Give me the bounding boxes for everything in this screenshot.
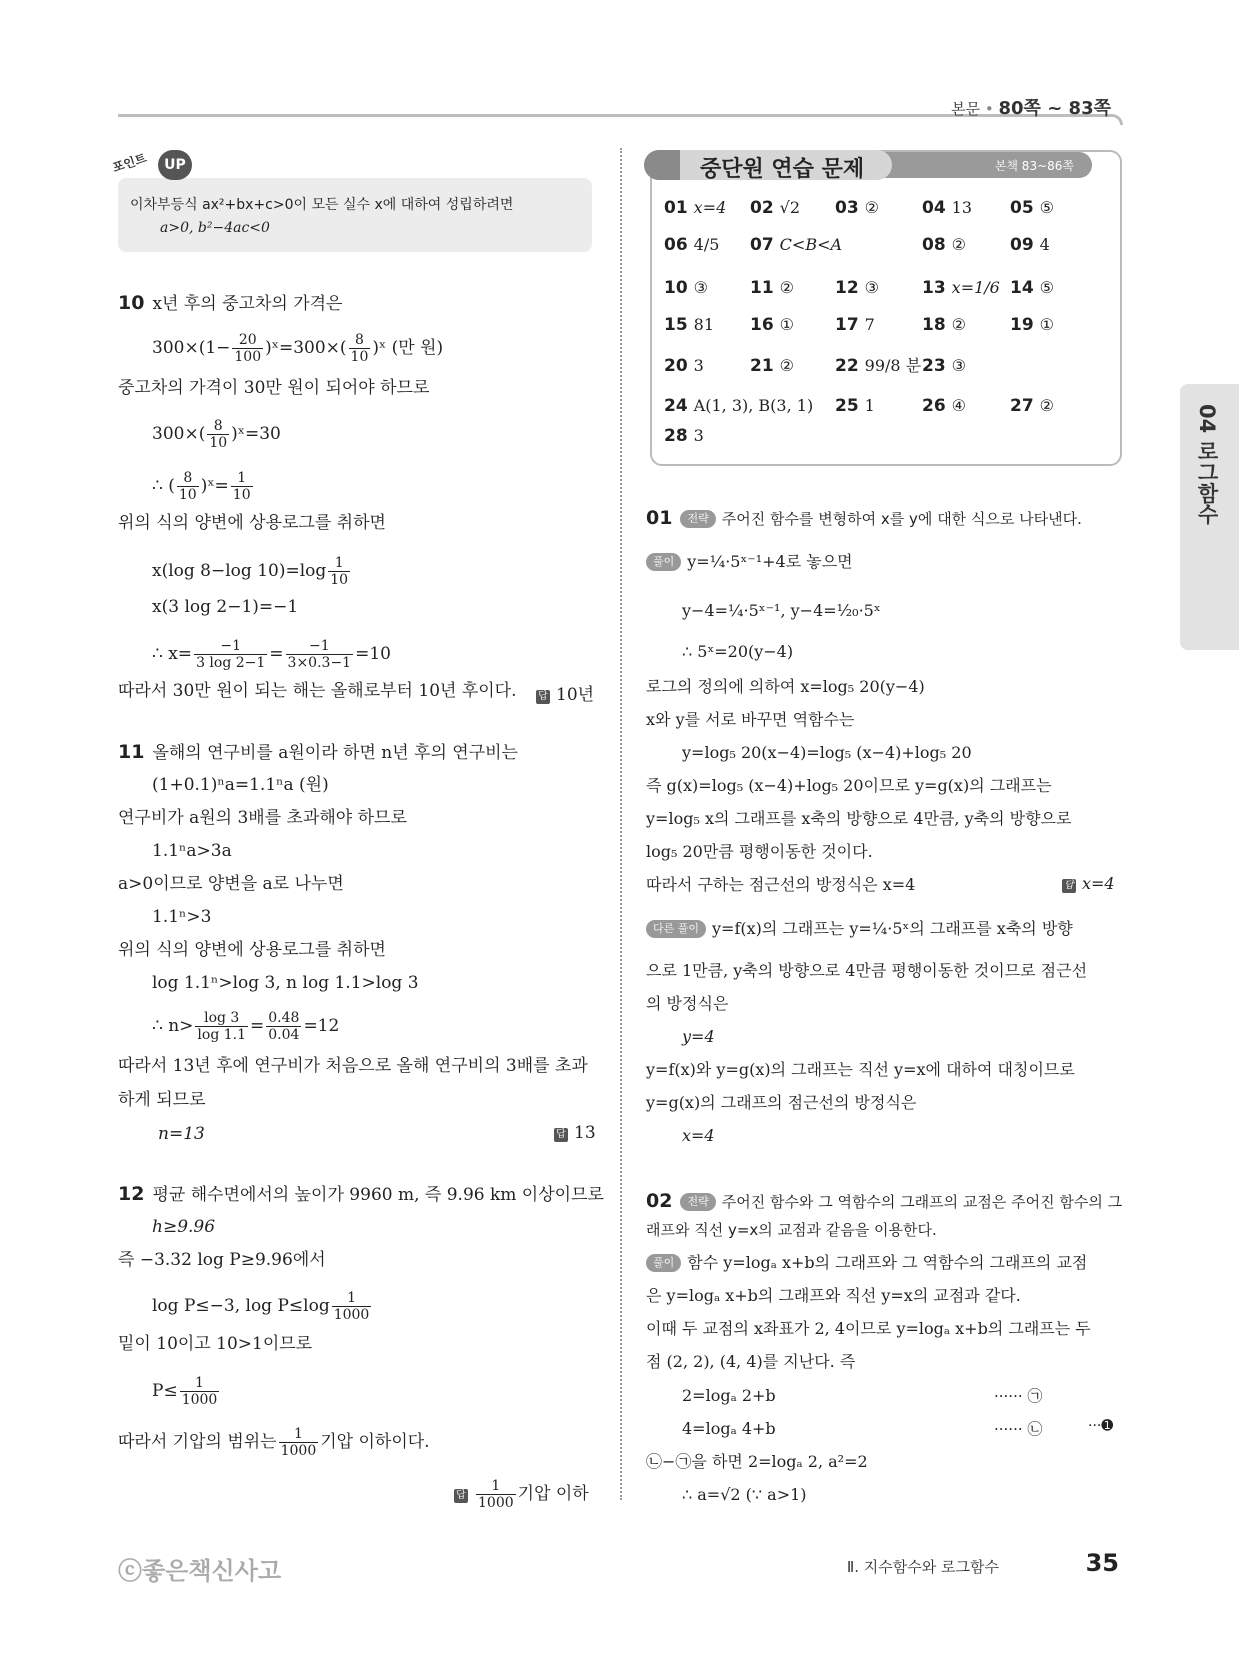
r02-line-6: 4=logₐ 4+b (682, 1419, 776, 1438)
q10-line-9: ∴ x= $\frac{-1}{3 \log 2-1}$ = $\frac{-1}{3\times 0.3-1}$ =10 (152, 638, 391, 671)
ans-27: 27 ② (1010, 396, 1055, 416)
ans-12: 12 ③ (835, 278, 880, 298)
q10-line-5: ∴ ( $\frac{8}{10}$ )ˣ= $\frac{1}{10}$ (152, 470, 251, 503)
point-up-text-2: a>0, b²−4ac<0 (160, 220, 270, 236)
strategy-tag: 전략 (680, 510, 715, 528)
page-number: 35 (1085, 1549, 1119, 1577)
ans-09: 09 4 (1010, 235, 1050, 255)
r01-line-6: y=log₅ 20(x−4)=log₅ (x−4)+log₅ 20 (682, 743, 972, 762)
r01-line-17: x=4 (682, 1126, 715, 1145)
q12-line-2: h≥9.96 (152, 1217, 216, 1237)
q11-line-7: 위의 식의 양변에 상용로그를 취하면 (118, 940, 386, 960)
answer-key-title-bar: 중단원 연습 문제 (644, 150, 892, 180)
q12-line-1: 12 평균 해수면에서의 높이가 9960 m, 즉 9.96 km 이상이므로 (118, 1183, 604, 1205)
r01-line-2: y−4=¼·5ˣ⁻¹, y−4=¹⁄₂₀·5ˣ (682, 601, 881, 620)
r02-step-marker: ···➊ (1088, 1418, 1114, 1434)
ans-02: 02 √2 (750, 198, 801, 218)
ans-11: 11 ② (750, 278, 795, 298)
r01-line-15: y=f(x)와 y=g(x)의 그래프는 직선 y=x에 대하여 대칭이므로 (646, 1060, 1075, 1079)
q11-line-10: 따라서 13년 후에 연구비가 처음으로 올해 연구비의 3배를 초과 (118, 1056, 588, 1076)
r02-line-3: 이때 두 교점의 x좌표가 2, 4이므로 y=logₐ x+b의 그래프는 두 (646, 1319, 1091, 1338)
q12-line-5: 밑이 10이고 10>1이므로 (118, 1334, 313, 1354)
r01-line-4: 로그의 정의에 의하여 x=log₅ 20(y−4) (646, 677, 925, 696)
r02-line-4: 점 (2, 2), (4, 4)를 지난다. 즉 (646, 1352, 856, 1371)
q11-line-12: n=13 (158, 1124, 205, 1144)
r01-line-5: x와 y를 서로 바꾸면 역함수는 (646, 710, 855, 729)
r02-line-2: 은 y=logₐ x+b의 그래프와 직선 y=x의 교점과 같다. (646, 1286, 1021, 1305)
r02-marker-1: ······ ㉠ (994, 1387, 1043, 1405)
ans-16: 16 ① (750, 315, 795, 335)
solution-tag: 풀이 (646, 553, 681, 571)
q11-answer: 답 13 (554, 1123, 596, 1143)
answer-icon: 답 (454, 1489, 468, 1503)
r01-line-9: log₅ 20만큼 평행이동한 것이다. (646, 842, 873, 861)
r02-strategy-2: 래프와 직선 y=x의 교점과 같음을 이용한다. (646, 1221, 937, 1239)
ans-08: 08 ② (922, 235, 967, 255)
answer-icon: 답 (536, 690, 550, 704)
q11-line-11: 하게 되므로 (118, 1090, 206, 1110)
r01-heading: 01 전략 주어진 함수를 변형하여 x를 y에 대한 식으로 나타낸다. (646, 507, 1082, 529)
q11-line-6: 1.1ⁿ>3 (152, 907, 212, 927)
r02-line-1: 풀이 함수 y=logₐ x+b의 그래프와 그 역함수의 그래프의 교점 (646, 1252, 1087, 1274)
q11-line-8: log 1.1ⁿ>log 3, n log 1.1>log 3 (152, 973, 419, 993)
r02-line-7: ㉡−㉠을 하면 2=logₐ 2, a²=2 (646, 1452, 868, 1471)
ans-01: 01 x=4 (664, 198, 727, 218)
ans-10: 10 ③ (664, 278, 709, 298)
q11-line-5: a>0이므로 양변을 a로 나누면 (118, 874, 344, 894)
r02-marker-2: ······ ㉡ (994, 1420, 1043, 1438)
q10-answer: 답 10년 (536, 680, 594, 705)
q11-line-3: 연구비가 a원의 3배를 초과해야 하므로 (118, 808, 407, 828)
r01-line-7: 즉 g(x)=log₅ (x−4)+log₅ 20이므로 y=g(x)의 그래프는 (646, 776, 1052, 795)
r01-line-16: y=g(x)의 그래프의 점근선의 방정식은 (646, 1093, 917, 1112)
r01-line-11: 다른 풀이 y=f(x)의 그래프는 y=¼·5ˣ의 그래프를 x축의 방향 (646, 918, 1073, 940)
page-range-header: 본문 • 80쪽 ~ 83쪽 (951, 98, 1111, 119)
r02-line-8: ∴ a=√2 (∵ a>1) (682, 1485, 807, 1504)
ans-22: 22 99/8 분 (835, 356, 922, 376)
ans-23: 23 ③ (922, 356, 967, 376)
ans-18: 18 ② (922, 315, 967, 335)
q12-line-3: 즉 −3.32 log P≥9.96에서 (118, 1250, 326, 1270)
ans-28: 28 3 (664, 426, 704, 446)
r01-answer: 답 x=4 (1062, 874, 1115, 893)
ans-26: 26 ④ (922, 396, 967, 416)
ans-25: 25 1 (835, 396, 875, 416)
r02-line-5: 2=logₐ 2+b (682, 1386, 776, 1405)
point-up-box (118, 178, 592, 252)
answer-key-ref-bar: 본책 83~86쪽 (866, 152, 1092, 178)
q11-line-2: (1+0.1)ⁿa=1.1ⁿa (원) (152, 775, 329, 795)
q10-line-1: 10 x년 후의 중고차의 가격은 (118, 292, 343, 314)
point-up-badge: 포인트 UP (112, 148, 192, 180)
r01-line-12: 으로 1만큼, y축의 방향으로 4만큼 평행이동한 것이므로 점근선 (646, 961, 1088, 980)
q10-line-6: 위의 식의 양변에 상용로그를 취하면 (118, 513, 386, 533)
q11-line-1: 11 올해의 연구비를 a원이라 하면 n년 후의 연구비는 (118, 741, 518, 763)
q10-line-8: x(3 log 2−1)=−1 (152, 597, 299, 617)
q10-line-10: 따라서 30만 원이 되는 해는 올해로부터 10년 후이다. (118, 681, 517, 701)
r01-line-8: y=log₅ x의 그래프를 x축의 방향으로 4만큼, y축의 방향으로 (646, 809, 1072, 828)
r01-line-1: 풀이 y=¼·5ˣ⁻¹+4로 놓으면 (646, 551, 853, 573)
ans-05: 05 ⑤ (1010, 198, 1055, 218)
q12-line-6: P≤ $\frac{1}{1000}$ (152, 1375, 218, 1408)
r02-heading: 02 전략 주어진 함수와 그 역함수의 그래프의 교점은 주어진 함수의 그 (646, 1190, 1123, 1212)
ans-15: 15 81 (664, 315, 715, 335)
r01-line-3: ∴ 5ˣ=20(y−4) (682, 642, 794, 661)
point-up-text-1: 이차부등식 ax²+bx+c>0이 모든 실수 x에 대하여 성립하려면 (130, 197, 514, 213)
q10-line-7: x(log 8−log 10)=log $\frac{1}{10}$ (152, 555, 349, 588)
footer-section: Ⅱ. 지수함수와 로그함수 (846, 1558, 999, 1576)
solution-tag: 풀이 (646, 1254, 681, 1272)
publisher-logo: ⓒ좋은책신사고 (118, 1557, 282, 1585)
q10-line-4: 300×( $\frac{8}{10}$ )ˣ=30 (152, 418, 281, 451)
q10-line-2: 300×(1− $\frac{20}{100}$ )ˣ=300×( $\frac{8}{10}$ )ˣ (만 원) (152, 332, 444, 365)
q11-line-4: 1.1ⁿa>3a (152, 841, 232, 861)
column-divider (620, 148, 622, 1500)
q12-line-4: log P≤−3, log P≤log $\frac{1}{1000}$ (152, 1290, 370, 1323)
ans-17: 17 7 (835, 315, 875, 335)
ans-13: 13 x=1/6 (922, 278, 1000, 298)
ans-07: 07 C<B<A (750, 235, 843, 255)
answer-icon: 답 (1062, 879, 1076, 893)
ans-03: 03 ② (835, 198, 880, 218)
q10-line-3: 중고차의 가격이 30만 원이 되어야 하므로 (118, 378, 430, 398)
ans-21: 21 ② (750, 356, 795, 376)
ans-06: 06 4/5 (664, 235, 720, 255)
answer-icon: 답 (554, 1128, 568, 1142)
q11-line-9: ∴ n> $\frac{\log 3}{\log 1.1}$ = $\frac{0.48}{0.04}$ =12 (152, 1010, 340, 1043)
chapter-side-tab: 04 로그함수 (1180, 384, 1239, 650)
q12-answer: 답 $\frac{1}{1000}$ 기압 이하 (454, 1478, 589, 1511)
r01-line-10: 따라서 구하는 점근선의 방정식은 x=4 (646, 875, 916, 894)
strategy-tag: 전략 (680, 1193, 715, 1211)
ans-20: 20 3 (664, 356, 704, 376)
ans-24: 24 A(1, 3), B(3, 1) (664, 396, 814, 416)
alt-solution-tag: 다른 풀이 (646, 920, 706, 938)
ans-04: 04 13 (922, 198, 973, 218)
ans-14: 14 ⑤ (1010, 278, 1055, 298)
r01-line-13: 의 방정식은 (646, 994, 729, 1013)
ans-19: 19 ① (1010, 315, 1055, 335)
r01-line-14: y=4 (682, 1027, 715, 1046)
q12-line-7: 따라서 기압의 범위는 $\frac{1}{1000}$ 기압 이하이다. (118, 1426, 430, 1459)
